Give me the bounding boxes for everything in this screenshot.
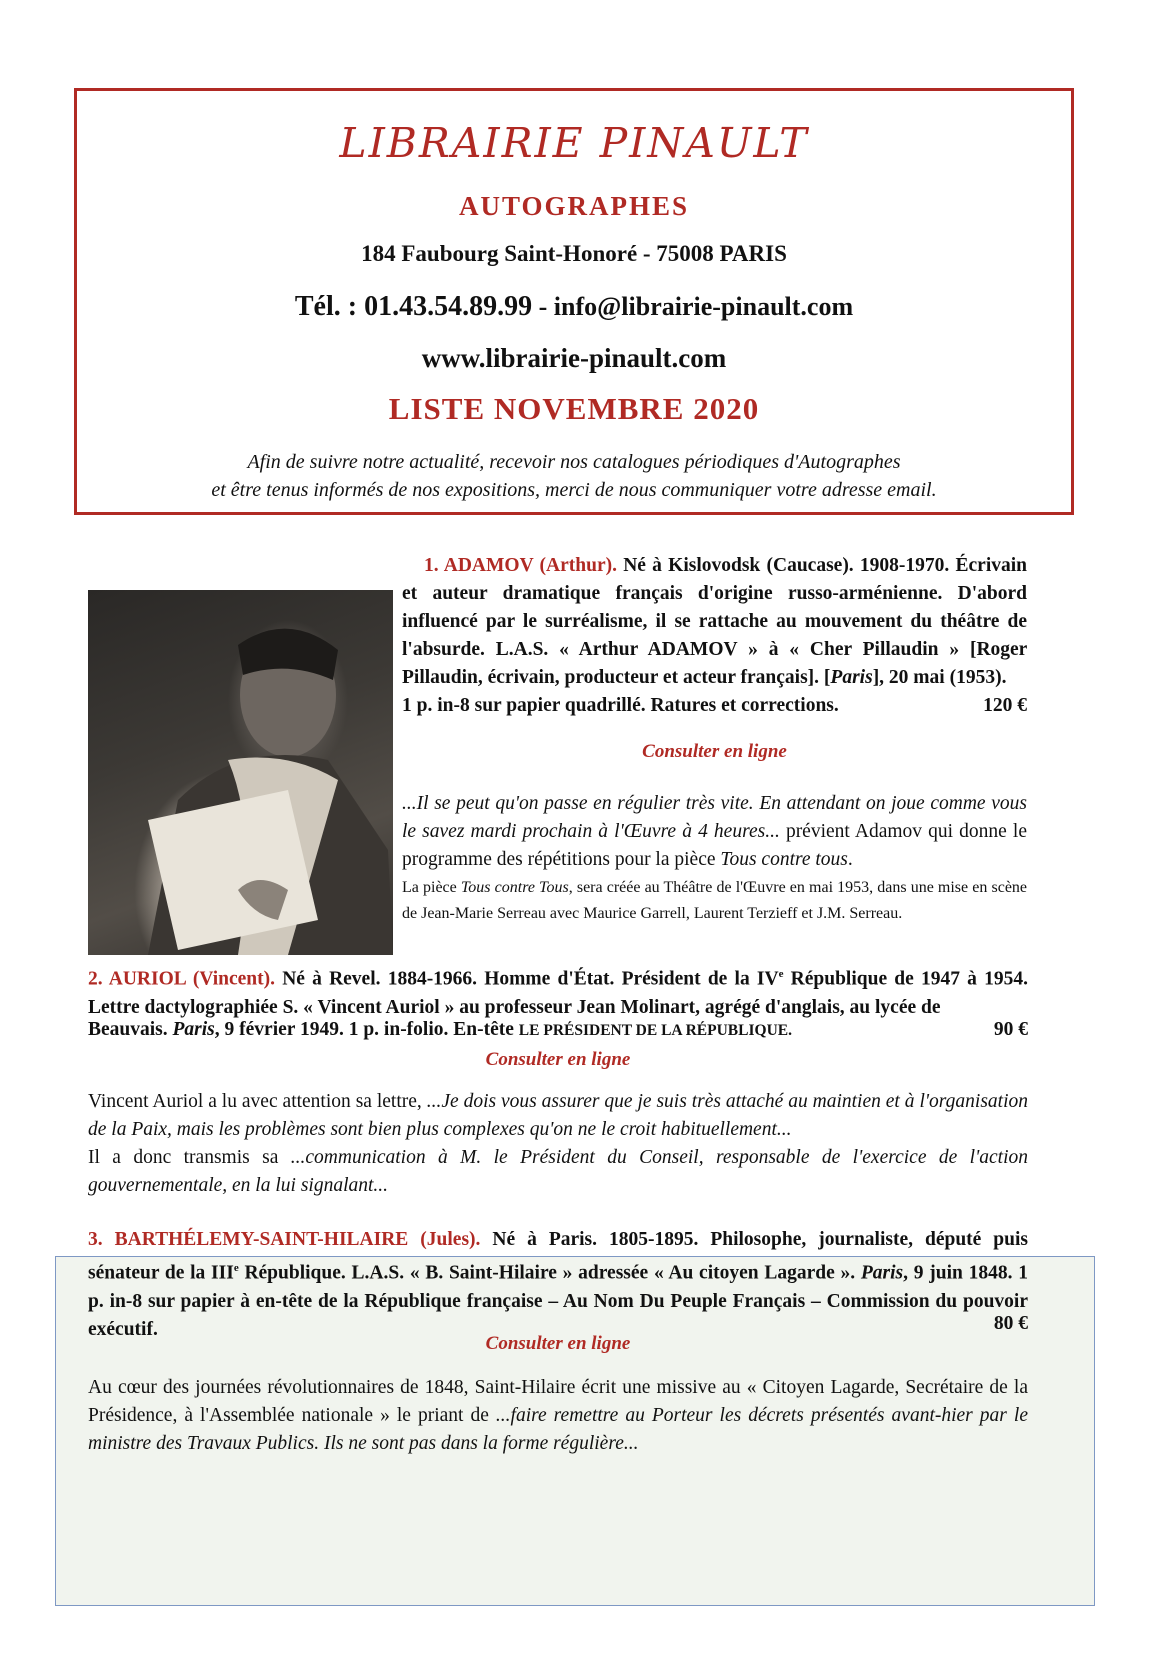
intro-text bbox=[77, 448, 1071, 504]
item-1-price: 120 € bbox=[983, 695, 1027, 716]
item-3-online-link[interactable]: Consulter en ligne bbox=[485, 1333, 631, 1354]
item-3-body: Au cœur des journées révolutionnaires de 1848, Saint-Hilaire écrit une missive au « Citoyen Lagarde, Secrétaire de la Présidence, à l'Assemblée nationale » le priant de ...faire remettre au Porteur les décrets présentés avant-hier par le ministre des Travaux Publics. Ils ne sont pas dans la forme régulière... bbox=[88, 1377, 1028, 1454]
website-link[interactable]: www.librairie-pinault.com bbox=[421, 343, 727, 373]
item-2-description: 2. AURIOL (Vincent). Né à Revel. 1884-1966. Homme d'État. Président de la IVe République de 1947 à 1954. Lettre dactylographiée S. « Vincent Auriol » au professeur Jean Molinart, agrégé d'anglais, au lycée de bbox=[88, 968, 1028, 1018]
item-1-note: La pièce Tous contre Tous, sera créée au Théâtre de l'Œuvre en mai 1953, dans une mise en scène de Jean-Marie Serreau avec Maurice Garrell, Laurent Terzieff et J.M. Serreau. bbox=[402, 879, 1028, 922]
item-1-quote: ...Il se peut qu'on passe en régulier très vite. En attendant on joue comme vous le savez mardi prochain à l'Œuvre à 4 heures... prévient Adamov qui donne le programme des répétitions pour la pièce Tous contre tous. bbox=[402, 793, 1028, 870]
item-2-price-line: Beauvais. Paris, 9 février 1949. 1 p. in-folio. En-tête LE PRÉSIDENT DE LA RÉPUBLIQUE. 90 € bbox=[88, 1016, 1028, 1045]
portrait-figure-icon bbox=[88, 590, 393, 955]
shop-address: 184 Faubourg Saint-Honoré - 75008 PARIS bbox=[361, 241, 787, 266]
header-box bbox=[74, 88, 1074, 515]
item-1-name: 1. ADAMOV (Arthur). bbox=[424, 555, 617, 576]
item-3-price: 80 € bbox=[993, 1313, 1028, 1334]
item-2-online-link[interactable]: Consulter en ligne bbox=[485, 1049, 631, 1070]
catalog-subtitle: AUTOGRAPHES bbox=[458, 191, 690, 221]
item-2-name: 2. AURIOL (Vincent). bbox=[88, 968, 275, 990]
item-2-body: Vincent Auriol a lu avec attention sa lettre, ...Je dois vous assurer que je suis très attaché au maintien et à l'organisation de la Paix, mais les problèmes sont bien plus complexes qu'on ne le croit habituellement... Il a donc transmis sa ...communication à M. le Président du Conseil, responsable de l'exercice de l'action gouvernementale, en la lui signalant... bbox=[88, 1091, 1028, 1196]
email-link[interactable]: info@librairie-pinault.com bbox=[553, 292, 854, 321]
list-title: LISTE NOVEMBRE 2020 bbox=[388, 391, 760, 426]
item-3-description: 3. BARTHÉLEMY-SAINT-HILAIRE (Jules). Né à Paris. 1805-1895. Philosophe, journaliste, député puis sénateur de la IIIe République. L.A.S. « B. Saint-Hilaire » adressée « Au citoyen Lagarde ». Paris, 9 juin 1848. 1 p. in-8 sur papier à en-tête de la République française – Au Nom Du Peuple Français – Commission du pouvoir exécutif. bbox=[88, 1229, 1028, 1340]
portrait-photo bbox=[88, 590, 393, 955]
intro-line-1: Afin de suivre notre actualité, recevoir nos catalogues périodiques d'Autographes bbox=[247, 451, 901, 473]
item-1-online-link[interactable]: Consulter en ligne bbox=[642, 741, 787, 762]
item-1-description: 1. ADAMOV (Arthur). Né à Kislovodsk (Caucase). 1908-1970. Écrivain et auteur dramatique français d'origine russo-arménienne. D'abord influencé par le surréalisme, il se rattache au mouvement du théâtre de l'absurde. L.A.S. « Arthur ADAMOV » à « Cher Pillaudin » [Roger Pillaudin, écrivain, producteur et acteur français]. [Paris], 20 mai (1953). bbox=[402, 555, 1027, 688]
item-1-price-line: 1 p. in-8 sur papier quadrillé. Ratures et corrections. 120 € bbox=[402, 692, 1027, 720]
shop-name: LIBRAIRIE PINAULT bbox=[339, 119, 809, 167]
contact-line bbox=[77, 291, 1071, 323]
item-3-name: 3. BARTHÉLEMY-SAINT-HILAIRE (Jules). bbox=[88, 1229, 481, 1250]
phone-number: Tél. : 01.43.54.89.99 bbox=[294, 291, 533, 322]
intro-line-2: et être tenus informés de nos expositions, merci de nous communiquer votre adresse email. bbox=[211, 479, 937, 501]
item-2-price: 90 € bbox=[993, 1019, 1028, 1040]
contact-separator: - bbox=[532, 292, 554, 321]
